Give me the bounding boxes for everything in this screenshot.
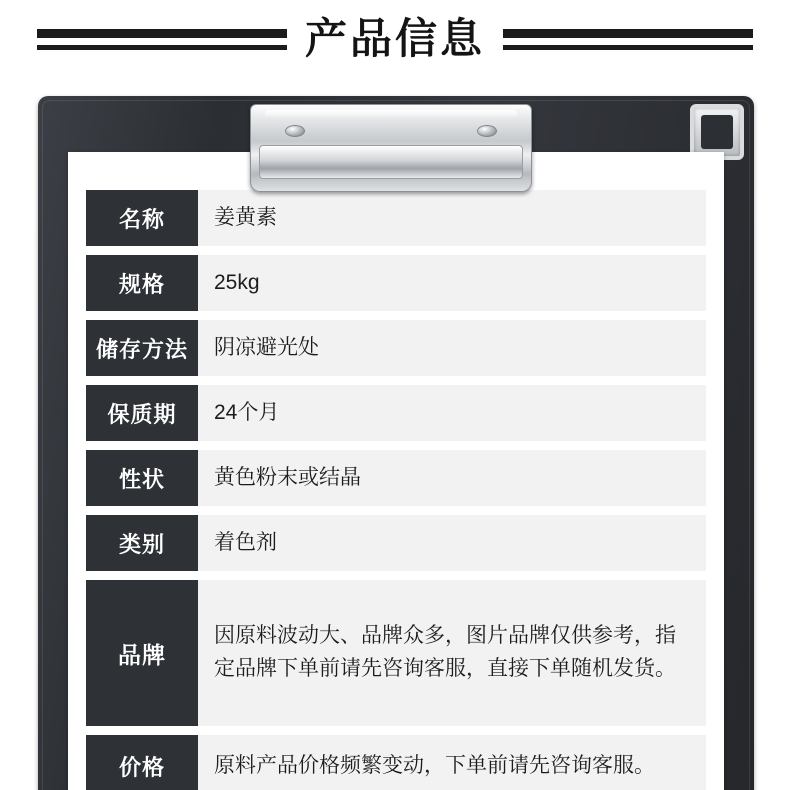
row-value: 原料产品价格频繁变动，下单前请先咨询客服。 [198, 735, 706, 790]
row-label: 保质期 [86, 385, 198, 441]
row-value: 24个月 [198, 385, 706, 441]
row-label: 价格 [86, 735, 198, 790]
table-row [86, 580, 706, 726]
table-row [86, 515, 706, 571]
row-value: 着色剂 [198, 515, 706, 571]
table-row [86, 385, 706, 441]
clipboard-paper [68, 152, 724, 790]
row-value: 姜黄素 [198, 190, 706, 246]
row-label: 储存方法 [86, 320, 198, 376]
row-label: 类别 [86, 515, 198, 571]
row-label: 名称 [86, 190, 198, 246]
page-header [0, 0, 790, 78]
product-info-table [86, 190, 706, 790]
clamp-highlight [265, 110, 517, 118]
row-value: 阴凉避光处 [198, 320, 706, 376]
clipboard-hanger-hole [701, 115, 733, 149]
row-value: 25kg [198, 255, 706, 311]
page-title: 产品信息 [304, 15, 485, 62]
clamp-rivet-right [477, 125, 497, 137]
row-value: 因原料波动大、品牌众多，图片品牌仅供参考，指定品牌下单前请先咨询客服，直接下单随机发货。 [198, 580, 706, 726]
table-row [86, 735, 706, 790]
header-rule-left [37, 29, 287, 50]
row-value: 黄色粉末或结晶 [198, 450, 706, 506]
table-row [86, 255, 706, 311]
header-rule-left-thin [37, 45, 287, 50]
row-label: 规格 [86, 255, 198, 311]
header-rule-right [503, 29, 753, 50]
table-row [86, 320, 706, 376]
row-label: 性状 [86, 450, 198, 506]
table-row [86, 450, 706, 506]
clamp-rivet-left [285, 125, 305, 137]
header-rule-right-thin [503, 45, 753, 50]
clamp-bar [259, 145, 523, 179]
header-rule-right-thick [503, 29, 753, 38]
clipboard-clamp-icon [250, 104, 532, 192]
table-row [86, 190, 706, 246]
header-rule-left-thick [37, 29, 287, 38]
row-label: 品牌 [86, 580, 198, 726]
clipboard [38, 96, 754, 790]
